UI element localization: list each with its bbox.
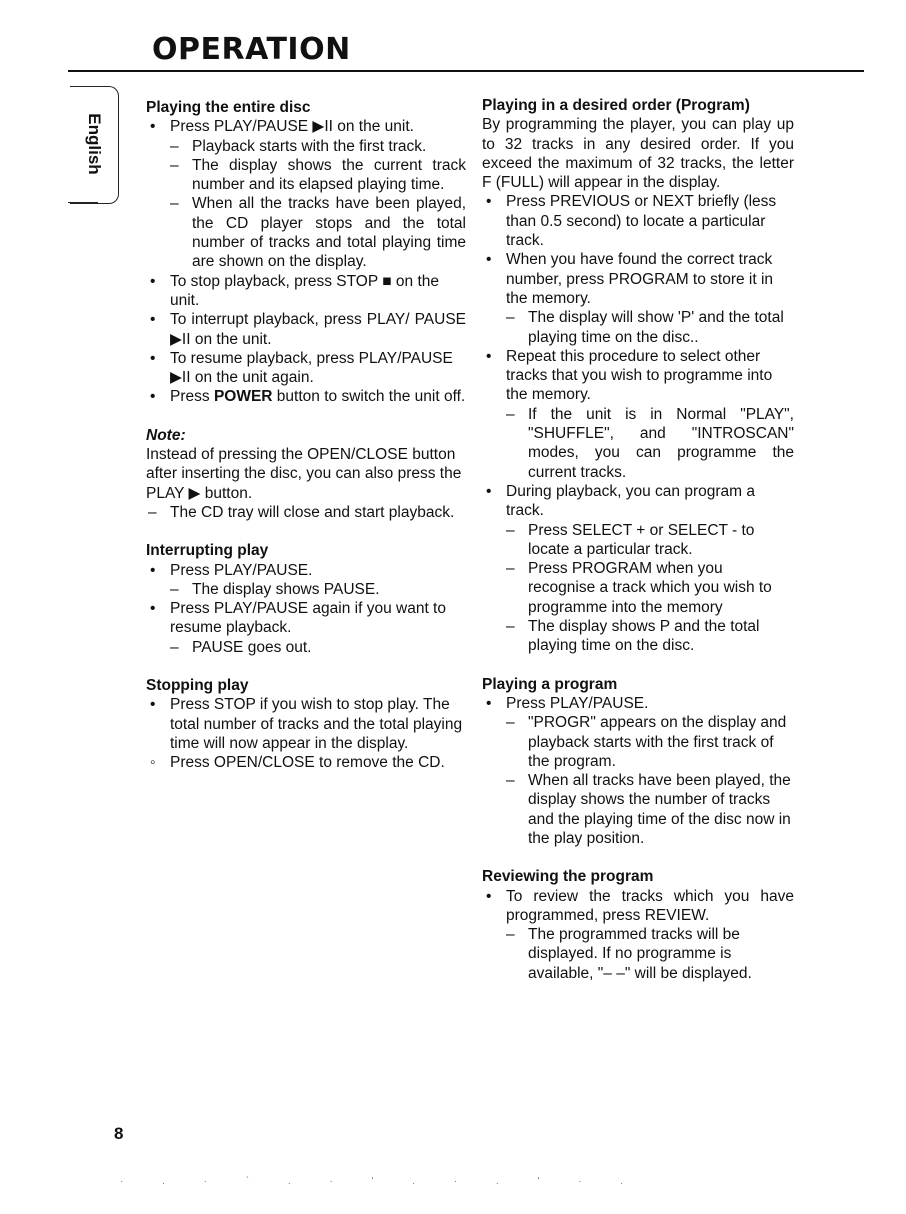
scan-specks: · . · ` . · ' . · . ' · .	[120, 1176, 642, 1187]
sub-item: – The display shows PAUSE.	[146, 580, 466, 599]
note-dash: – The CD tray will close and start playback.	[146, 503, 466, 522]
section-reviewing	[482, 867, 794, 983]
page-title: OPERATION	[152, 32, 351, 67]
page-number: 8	[114, 1124, 124, 1143]
left-column	[146, 98, 466, 773]
section-playing-program	[482, 675, 794, 849]
section-heading: Reviewing the program	[482, 868, 654, 886]
list-item: • Press PREVIOUS or NEXT briefly (less than 0.5 second) to locate a particular track.	[482, 192, 794, 250]
section-heading: Playing in a desired order (Program)	[482, 97, 750, 114]
list-item: • Repeat this procedure to select other tracks that you wish to programme into the memory.	[482, 347, 794, 405]
sub-item: – When all the tracks have been played, the CD player stops and the total number of tracks and total playing time are shown on the display.	[146, 194, 466, 271]
sub-item: – The display shows P and the total playing time on the disc.	[482, 617, 794, 656]
power-pre: Press	[170, 388, 214, 406]
section-program	[482, 96, 794, 656]
list-item: • When you have found the correct track number, press PROGRAM to store it in the memory.	[482, 250, 794, 308]
list-item: • Press STOP if you wish to stop play. The total number of tracks and the total playing time will now appear in the display.	[146, 695, 466, 753]
section-playing-entire-disc	[146, 98, 466, 407]
section-stopping	[146, 676, 466, 772]
list-item: • To resume playback, press PLAY/PAUSE ▶II on the unit again.	[146, 349, 466, 388]
sub-item: – The programmed tracks will be displayed. If no programme is available, "– –" will be displayed.	[482, 925, 794, 983]
list-item: • Press PLAY/PAUSE.	[146, 561, 466, 580]
sub-item: – Playback starts with the first track.	[146, 137, 466, 156]
list-item: • To review the tracks which you have programmed, press REVIEW.	[482, 887, 794, 926]
language-tab-label: English	[85, 113, 104, 175]
note-heading: Note:	[146, 426, 186, 444]
power-post: button to switch the unit off.	[272, 388, 466, 406]
sub-item: – PAUSE goes out.	[146, 638, 466, 657]
sub-item: – Press PROGRAM when you recognise a track which you wish to programme into the memory	[482, 559, 794, 617]
sub-item: – "PROGR" appears on the display and playback starts with the first track of the program.	[482, 713, 794, 771]
power-bold: POWER	[213, 388, 273, 406]
section-note	[146, 426, 466, 522]
sub-item: – The display will show 'P' and the total playing time on the disc..	[482, 308, 794, 347]
section-heading: Interrupting play	[146, 542, 269, 560]
sub-item: – The display shows the current track number and its elapsed playing time.	[146, 156, 466, 195]
section-interrupting	[146, 541, 466, 657]
list-item: ◦ Press OPEN/CLOSE to remove the CD.	[146, 753, 466, 772]
title-rule	[68, 70, 864, 72]
list-item: • Press PLAY/PAUSE.	[482, 694, 794, 713]
list-item: • Press PLAY/PAUSE again if you want to resume playback.	[146, 599, 466, 638]
sub-item: – When all tracks have been played, the display shows the number of tracks and the playing time of the disc now in the play position.	[482, 771, 794, 848]
language-tab-rule	[68, 202, 98, 203]
list-item: • To stop playback, press STOP ■ on the unit.	[146, 272, 466, 311]
list-item-power	[146, 387, 466, 406]
list-item: • During playback, you can program a track.	[482, 482, 794, 521]
section-heading: Playing a program	[482, 675, 618, 693]
sub-item: – Press SELECT + or SELECT - to locate a particular track.	[482, 521, 794, 560]
section-heading: Playing the entire disc	[146, 99, 311, 116]
list-item: • Press PLAY/PAUSE ▶II on the unit.	[146, 117, 466, 136]
program-intro: By programming the player, you can play up to 32 tracks in any desired order. If you exceed the maximum of 32 tracks, the letter F (FULL) will appear in the display.	[482, 116, 794, 192]
section-heading: Stopping play	[146, 677, 249, 695]
note-text: Instead of pressing the OPEN/CLOSE button after inserting the disc, you can also press the PLAY ▶ button.	[146, 446, 462, 502]
list-item: • To interrupt playback, press PLAY/ PAUSE ▶II on the unit.	[146, 310, 466, 349]
right-column	[482, 96, 794, 983]
sub-item: – If the unit is in Normal "PLAY", "SHUFFLE", and "INTROSCAN" modes, you can programme the current tracks.	[482, 405, 794, 482]
